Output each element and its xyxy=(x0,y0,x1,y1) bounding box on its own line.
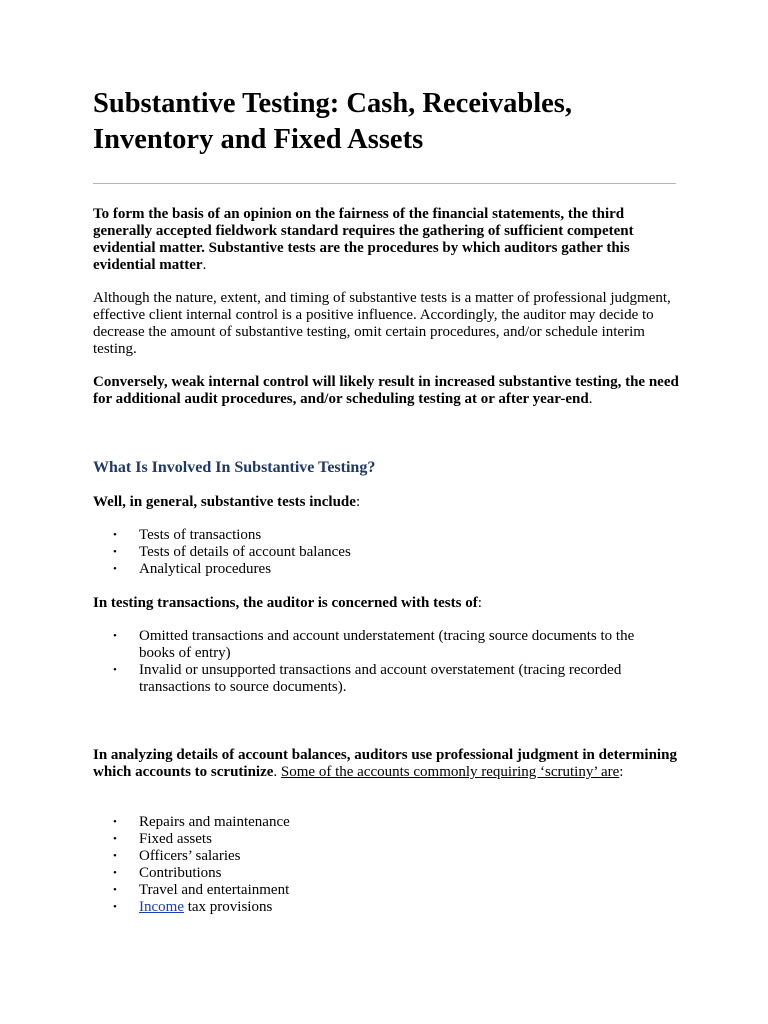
weak-control-end: . xyxy=(588,391,593,407)
tests-intro-end: : xyxy=(355,494,361,510)
transactions-intro-end: : xyxy=(477,595,482,611)
weak-control-bold-text: Conversely, weak internal control will likely result in increased substantive testing, the need for additional audit procedures, and/or scheduling testing at or after year-end xyxy=(93,374,679,407)
income-tax-rest: tax provisions xyxy=(183,899,273,915)
tests-intro-paragraph xyxy=(93,494,683,511)
weak-control-paragraph xyxy=(93,374,683,408)
list-item: • Analytical procedures xyxy=(113,561,673,578)
transactions-intro-bold-text: In testing transactions, the auditor is concerned with tests of xyxy=(93,595,478,611)
transactions-intro-paragraph xyxy=(93,595,683,612)
tests-list xyxy=(113,527,673,578)
list-item: • Officers’ salaries xyxy=(113,848,673,865)
list-item-income-tax xyxy=(113,899,673,916)
page-title: Substantive Testing: Cash, Receivables, Inventory and Fixed Assets xyxy=(93,88,573,155)
balances-intro-underlined-text: Some of the accounts commonly requiring ‘scrutiny’ are xyxy=(280,764,620,780)
balances-intro-paragraph xyxy=(93,747,683,781)
list-item: • Tests of transactions xyxy=(113,527,673,544)
list-item: • Repairs and maintenance xyxy=(113,814,673,831)
list-item: • Tests of details of account balances xyxy=(113,544,673,561)
intro-end: . xyxy=(202,257,207,273)
list-item: • Omitted transactions and account understatement (tracing source documents to the books of entry) xyxy=(113,628,673,662)
title-divider xyxy=(93,183,676,184)
tests-intro-bold-text: Well, in general, substantive tests include xyxy=(93,494,356,510)
balances-intro-bold-text: In analyzing details of account balances, auditors use professional judgment in determining which accounts to scrutinize xyxy=(93,747,677,780)
section-heading: What Is Involved In Substantive Testing? xyxy=(93,459,376,476)
accounts-list xyxy=(113,814,673,916)
intro-paragraph xyxy=(93,206,683,274)
list-item: • Travel and entertainment xyxy=(113,882,673,899)
transactions-list xyxy=(113,628,673,696)
intro-bold-text: To form the basis of an opinion on the fairness of the financial statements, the third generally accepted fieldwork standard requires the gathering of sufficient competent evidential matter. Substantive tests are the procedures by which auditors gather this evidential matter xyxy=(93,206,634,273)
income-link[interactable]: Income xyxy=(139,899,184,915)
list-item: • Invalid or unsupported transactions and account overstatement (tracing recorded transactions to source documents). xyxy=(113,662,673,696)
balances-intro-end: : xyxy=(619,764,624,780)
nature-extent-paragraph: Although the nature, extent, and timing of substantive tests is a matter of professional judgment, effective client internal control is a positive influence. Accordingly, the auditor may decide to decrease the amount of substantive testing, omit certain procedures, and/or schedule interim testing. xyxy=(93,290,671,357)
list-item: • Fixed assets xyxy=(113,831,673,848)
balances-intro-sep: . xyxy=(273,764,281,780)
list-item: • Contributions xyxy=(113,865,673,882)
